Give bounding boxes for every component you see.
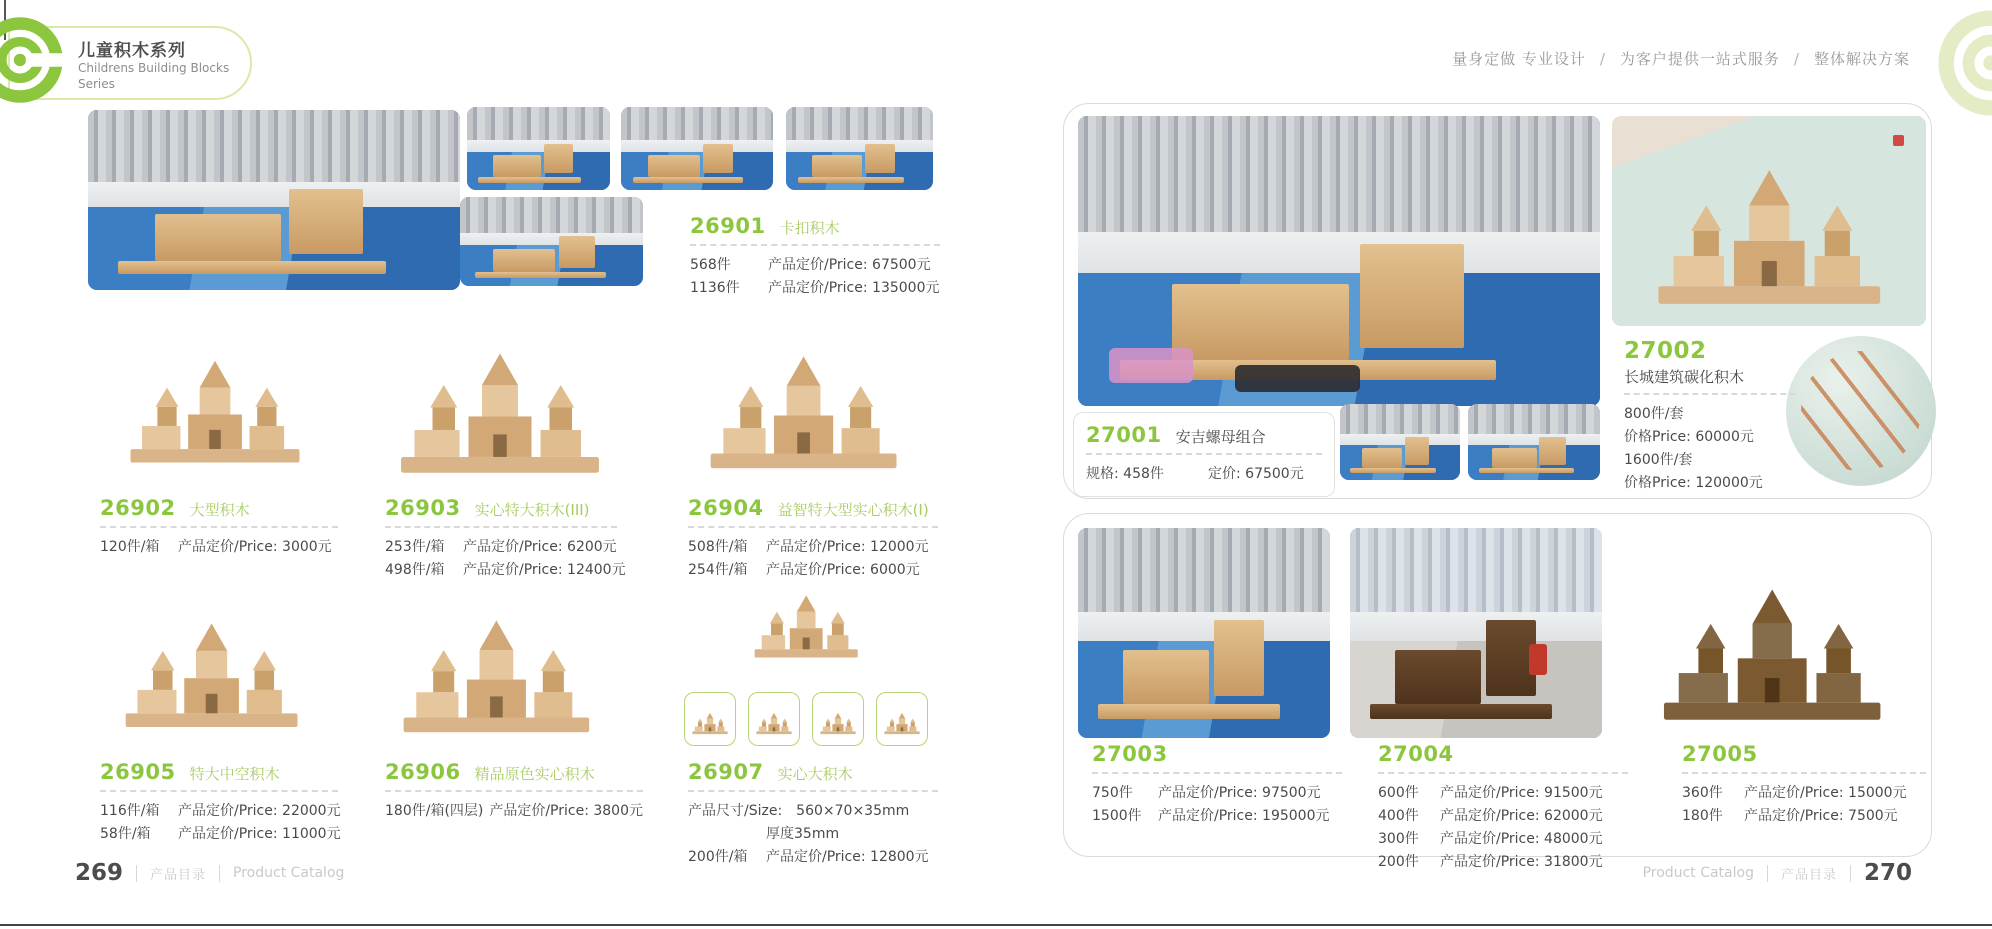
price-row xyxy=(1378,828,1628,851)
price: 产品定价/Price: 135000元 xyxy=(768,280,940,297)
dashed-divider xyxy=(1086,453,1322,455)
price-row xyxy=(688,846,938,869)
product-name: 卡扣积木 xyxy=(779,219,840,237)
quantity: 253件/箱 xyxy=(385,539,445,555)
price-row xyxy=(1378,782,1628,805)
footer-divider xyxy=(136,865,137,882)
quantity: 1136件 xyxy=(690,280,740,297)
product-code: 27003 xyxy=(1092,742,1168,766)
price: 产品定价/Price: 3800元 xyxy=(489,803,643,819)
product-26906-info xyxy=(385,760,643,823)
product-name: 精品原色实心积木 xyxy=(474,765,595,783)
thickness-value: 厚度35mm xyxy=(766,826,840,843)
price: 产品定价/Price: 6000元 xyxy=(766,562,920,579)
product-header xyxy=(690,214,940,238)
footer-divider xyxy=(1767,865,1768,882)
dashed-divider xyxy=(1092,772,1342,774)
price: 产品定价/Price: 3000元 xyxy=(178,539,332,555)
product-name: 实心大积木 xyxy=(777,765,853,783)
product-header xyxy=(1682,742,1926,766)
quantity: 180件/箱(四层) xyxy=(385,803,484,819)
quantity: 568件 xyxy=(690,257,731,273)
price-row xyxy=(385,559,626,582)
quantity-row xyxy=(1624,403,1796,426)
product-26905-info xyxy=(100,760,341,846)
series-title-en xyxy=(78,60,248,92)
product-header xyxy=(1378,742,1628,766)
dashed-divider xyxy=(385,526,617,528)
product-27001-info xyxy=(1073,412,1335,497)
price-row xyxy=(1682,805,1926,828)
product-27005-info xyxy=(1682,742,1926,828)
photo-27001-alt-1 xyxy=(1340,404,1460,480)
price: 产品定价/Price: 7500元 xyxy=(1744,808,1898,825)
product-name: 大型积木 xyxy=(189,501,250,519)
price-row xyxy=(100,823,341,846)
quantity: 120件/箱 xyxy=(100,539,160,555)
page-number: 269 xyxy=(75,860,124,886)
photo-26902 xyxy=(95,300,335,488)
footer-right xyxy=(1643,860,1912,886)
price: 产品定价/Price: 195000元 xyxy=(1158,808,1330,825)
quantity: 508件/箱 xyxy=(688,539,748,555)
catalog-label-zh: 产品目录 xyxy=(1780,867,1837,883)
price: 产品定价/Price: 12000元 xyxy=(766,539,929,555)
product-name: 特大中空积木 xyxy=(189,765,280,783)
product-code: 27004 xyxy=(1378,742,1454,766)
catalog-label-en: Product Catalog xyxy=(1642,865,1754,881)
price: 产品定价/Price: 91500元 xyxy=(1440,785,1603,801)
series-title-en-line1: Childrens Building Blocks xyxy=(78,61,230,75)
product-code: 27005 xyxy=(1682,742,1758,766)
quantity: 800件/套 xyxy=(1624,406,1684,422)
price-row xyxy=(100,536,338,559)
footer-divider xyxy=(1850,865,1851,882)
quantity-row xyxy=(1624,449,1796,472)
tagline-separator: / xyxy=(1599,49,1606,68)
photo-26907-thumb-2 xyxy=(748,692,800,746)
price: 价格Price: 60000元 xyxy=(1624,429,1754,446)
product-27004-info xyxy=(1378,742,1628,874)
brand-logo-icon xyxy=(0,12,68,108)
catalog-label-zh: 产品目录 xyxy=(150,867,207,883)
price: 产品定价/Price: 12400元 xyxy=(463,562,626,579)
footer-left xyxy=(75,860,344,886)
quantity: 600件 xyxy=(1378,785,1419,801)
product-code: 27002 xyxy=(1624,338,1707,364)
quantity: 254件/箱 xyxy=(688,562,748,579)
photo-26907-thumb-4 xyxy=(876,692,928,746)
quantity xyxy=(688,823,752,846)
price-row xyxy=(1092,805,1342,828)
photo-26907-thumb-3 xyxy=(812,692,864,746)
dashed-divider xyxy=(690,244,940,246)
quantity: 498件/箱 xyxy=(385,562,445,579)
price-row xyxy=(688,559,938,582)
photo-26901-main xyxy=(88,110,460,290)
tagline-part1: 量身定做 专业设计 xyxy=(1452,50,1586,68)
dashed-divider xyxy=(100,790,338,792)
tagline-part2: 为客户提供一站式服务 xyxy=(1619,50,1780,68)
price: 产品定价/Price: 15000元 xyxy=(1744,785,1907,801)
price-row xyxy=(385,800,643,823)
price-row xyxy=(1086,463,1322,486)
photo-27005 xyxy=(1618,528,1926,738)
price: 产品定价/Price: 12800元 xyxy=(766,849,929,866)
product-code: 26902 xyxy=(100,496,176,520)
quantity: 750件 xyxy=(1092,785,1133,801)
size-row xyxy=(688,800,938,823)
photo-26901-alt-3 xyxy=(786,107,933,190)
quantity: 400件 xyxy=(1378,808,1419,825)
price: 产品定价/Price: 6200元 xyxy=(463,539,617,555)
price-row xyxy=(1378,805,1628,828)
quantity: 200件/箱 xyxy=(688,849,748,866)
product-26904-info xyxy=(688,496,938,582)
dashed-divider xyxy=(1378,772,1628,774)
product-26901-info xyxy=(690,214,940,300)
photo-26901-alt-1 xyxy=(467,107,610,190)
product-name: 益智特大型实心积木(I) xyxy=(777,501,929,519)
price-row xyxy=(100,800,341,823)
photo-26901-alt-2 xyxy=(621,107,773,190)
catalog-label-en: Product Catalog xyxy=(233,865,345,881)
product-27003-info xyxy=(1092,742,1342,828)
product-header xyxy=(100,760,338,784)
price-row xyxy=(1624,472,1796,495)
product-name: 实心特大积木(III) xyxy=(474,501,590,519)
photo-26904 xyxy=(672,297,936,489)
photo-26903 xyxy=(355,297,645,489)
product-name: 安吉螺母组合 xyxy=(1175,428,1266,446)
photo-27002 xyxy=(1612,116,1926,326)
dashed-divider xyxy=(1624,393,1796,395)
photo-26906 xyxy=(348,568,644,748)
photo-27002-circle xyxy=(1786,336,1936,486)
dashed-divider xyxy=(100,526,338,528)
product-header xyxy=(1086,423,1322,447)
product-header xyxy=(385,760,643,784)
product-code: 26904 xyxy=(688,496,764,520)
price-row xyxy=(1092,782,1342,805)
price-row xyxy=(688,536,938,559)
quantity: 180件 xyxy=(1682,808,1723,825)
series-title-en-line2: Series xyxy=(78,77,115,92)
product-code: 26905 xyxy=(100,760,176,784)
thickness-row xyxy=(688,823,938,846)
product-header xyxy=(688,496,938,520)
price-row xyxy=(690,277,940,300)
product-27002-info xyxy=(1624,338,1796,495)
product-code: 26906 xyxy=(385,760,461,784)
price: 产品定价/Price: 31800元 xyxy=(1440,854,1603,871)
photo-26905 xyxy=(90,572,334,744)
photo-27003 xyxy=(1078,528,1330,738)
spec: 规格: 458件 xyxy=(1086,466,1164,482)
product-header xyxy=(385,496,617,520)
product-26907-info xyxy=(688,760,938,869)
product-header xyxy=(688,760,938,784)
bottom-rule xyxy=(0,924,1992,926)
quantity: 300件 xyxy=(1378,831,1419,848)
series-title-zh: 儿童积木系列 xyxy=(78,41,186,61)
product-26902-info xyxy=(100,496,338,559)
page-number: 270 xyxy=(1863,860,1912,886)
price-row xyxy=(385,536,617,559)
quantity: 200件 xyxy=(1378,854,1419,871)
price: 产品定价/Price: 67500元 xyxy=(768,257,931,273)
price: 价格Price: 120000元 xyxy=(1624,475,1763,492)
price-row xyxy=(1682,782,1926,805)
product-26903-info xyxy=(385,496,626,582)
quantity: 1600件/套 xyxy=(1624,452,1693,469)
price: 产品定价/Price: 97500元 xyxy=(1158,785,1321,801)
dashed-divider xyxy=(688,790,938,792)
photo-27001-alt-2 xyxy=(1468,404,1600,480)
dashed-divider xyxy=(688,526,938,528)
photo-26907-thumb-1 xyxy=(684,692,736,746)
quantity: 58件/箱 xyxy=(100,826,151,843)
quantity: 1500件 xyxy=(1092,808,1142,825)
price: 产品定价/Price: 11000元 xyxy=(178,826,341,843)
photo-27001-main xyxy=(1078,116,1600,406)
product-name: 长城建筑碳化积木 xyxy=(1624,368,1745,386)
corner-logo-icon xyxy=(1932,4,1992,122)
price: 产品定价/Price: 48000元 xyxy=(1440,831,1603,848)
tagline-separator: / xyxy=(1793,49,1800,68)
product-header xyxy=(1624,338,1796,387)
header-tagline xyxy=(1452,48,1910,69)
product-code: 26903 xyxy=(385,496,461,520)
product-code: 27001 xyxy=(1086,423,1162,447)
size-label: 产品尺寸/Size: xyxy=(688,803,783,819)
price-row xyxy=(1624,426,1796,449)
quantity: 116件/箱 xyxy=(100,803,160,819)
price: 定价: 67500元 xyxy=(1208,466,1304,482)
price: 产品定价/Price: 22000元 xyxy=(178,803,341,819)
dashed-divider xyxy=(385,790,643,792)
dashed-divider xyxy=(1682,772,1926,774)
product-header xyxy=(100,496,338,520)
footer-divider xyxy=(219,865,220,882)
photo-26901-alt-4 xyxy=(460,197,643,286)
tagline-part3: 整体解决方案 xyxy=(1813,50,1910,68)
price-row xyxy=(690,254,940,277)
photo-27004 xyxy=(1350,528,1602,738)
quantity: 360件 xyxy=(1682,785,1723,801)
size-value: 560×70×35mm xyxy=(796,803,910,819)
product-code: 26901 xyxy=(690,214,766,238)
price: 产品定价/Price: 62000元 xyxy=(1440,808,1603,825)
price-row xyxy=(1378,851,1628,874)
product-code: 26907 xyxy=(688,760,764,784)
product-header xyxy=(1092,742,1342,766)
